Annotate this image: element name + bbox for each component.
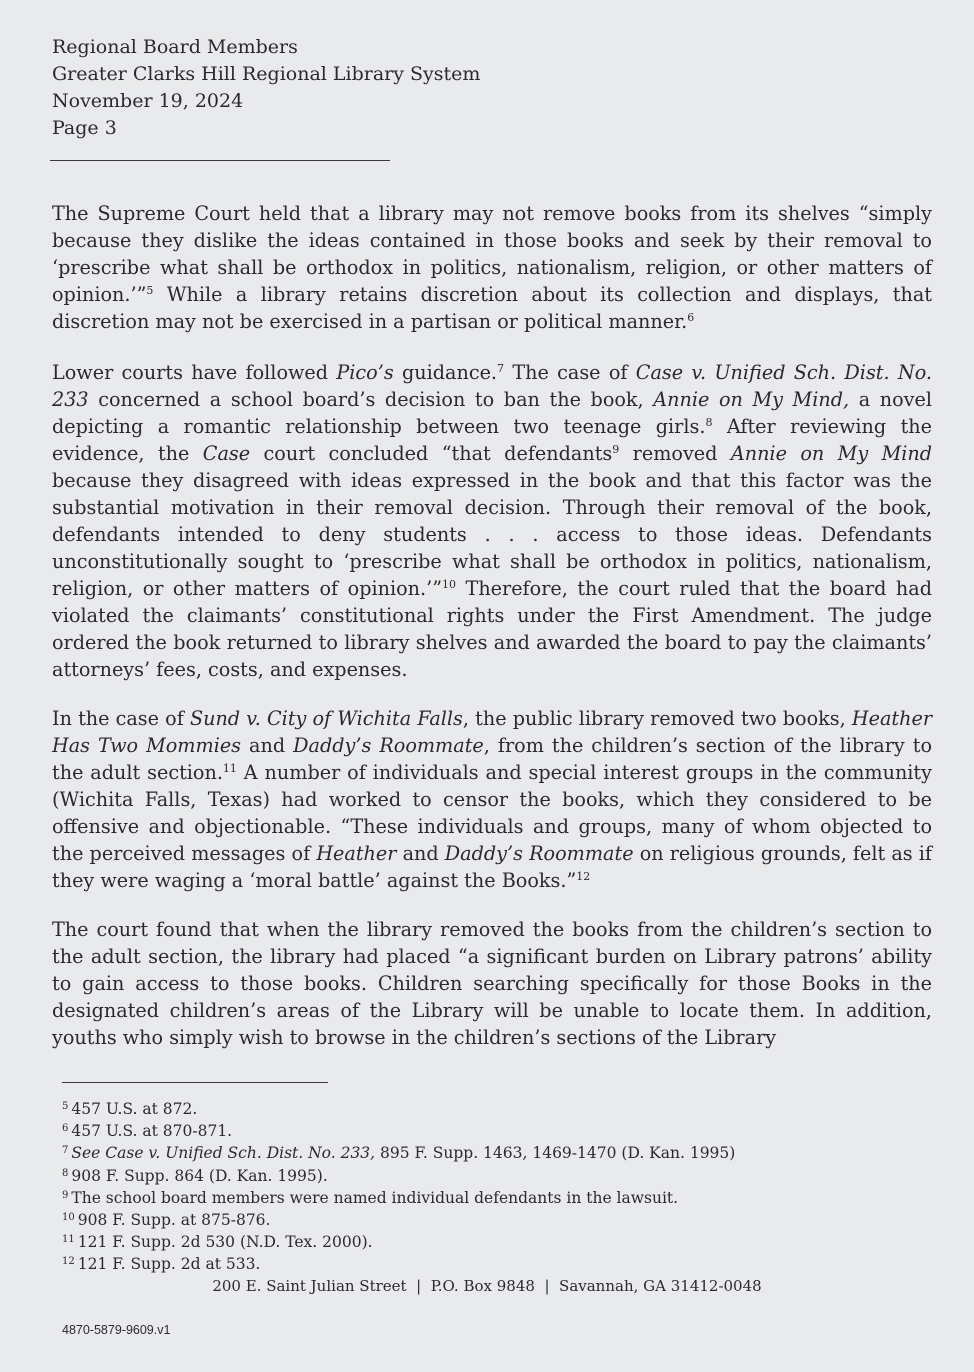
footnote-text: 121 F. Supp. 2d 530 (N.D. Tex. 2000). [77, 1233, 373, 1252]
footnote-ref-8: 8 [705, 416, 713, 429]
footnote-number: 11 [62, 1234, 75, 1246]
footnote-11 [62, 1231, 922, 1253]
text-run: The case of [504, 361, 636, 384]
footnote-ref-10: 10 [442, 578, 457, 591]
book-title: Annie on My Mind, [653, 388, 850, 411]
text-run: on religious grounds, felt as if they were waging a ‘moral battle’ against the Books.” [52, 842, 933, 892]
footnote-text: 121 F. Supp. 2d at 533. [77, 1255, 261, 1274]
page-number-line: Page 3 [52, 117, 117, 139]
letter-body [52, 200, 932, 1073]
book-title: Daddy’s Roommate [444, 842, 634, 865]
case-citation: Pico’s [336, 361, 394, 384]
footnote-8 [62, 1165, 922, 1187]
footnote-number: 5 [62, 1101, 69, 1112]
case-citation: Sund v. City of Wichita Falls [189, 707, 463, 730]
footnote-number: 10 [62, 1212, 75, 1224]
footnote-number: 7 [62, 1145, 69, 1157]
footer-address: 200 E. Saint Julian Street | P.O. Box 9848 | Savannah, GA 31412-0048 [212, 1277, 762, 1295]
case-citation: Case [202, 442, 251, 465]
book-title: Annie on My Mind [730, 442, 932, 465]
footnote-12 [62, 1253, 922, 1275]
text-run: removed [619, 442, 731, 465]
text-run: Therefore, the court ruled that the board had violated the claimants’ constitutional rights under the First Amendment. The judge ordered the book returned to library shelves and awarded the board to pay the claimants’ attorneys’ fees, costs, and expenses. [52, 577, 933, 681]
text-run: The Supreme Court held that a library may not remove books from its shelves “simply because they dislike the ideas contained in those books and seek by their removal to ‘prescribe what shall be orthodox in politics, nationalism, religion, or other matters of opinion.’” [52, 202, 932, 306]
footnote-text: 908 F. Supp. 864 (D. Kan. 1995). [71, 1166, 328, 1185]
footnote-ref-11: 11 [222, 762, 237, 775]
footnote-text: 895 F. Supp. 1463, 1469-1470 (D. Kan. 1995) [375, 1144, 736, 1163]
date-line: November 19, 2024 [52, 90, 244, 112]
book-title: Heather [316, 842, 397, 865]
text-run: In the case of [52, 707, 190, 730]
paragraph-lower-courts [52, 359, 932, 683]
book-title: Heather Has Two Mommies [52, 707, 932, 757]
text-run: guidance. [393, 361, 498, 384]
footnote-number: 8 [62, 1167, 69, 1179]
paragraph-court-found [52, 916, 932, 1051]
organization-line: Greater Clarks Hill Regional Library System [52, 63, 481, 85]
footnote-text: The school board members were named individual defendants in the lawsuit. [71, 1188, 679, 1207]
text-run: and [396, 842, 445, 865]
letter-header [52, 34, 480, 142]
footnote-text: 908 F. Supp. at 875-876. [77, 1211, 271, 1230]
footnote-ref-6: 6 [687, 311, 695, 324]
text-run: A number of individuals and special interest groups in the community (Wichita Falls, Texas) had worked to censor the books, which they considered to be offensive and objectionable. “These individuals and groups, many of whom objected to the perceived messages of [52, 761, 932, 865]
text-run: a novel depicting a romantic relationship between two teenage girls. [52, 388, 932, 438]
footnote-number: 12 [62, 1256, 75, 1268]
footnote-ref-7: 7 [497, 362, 505, 375]
text-run: court concluded “that defendants [250, 442, 613, 465]
footnote-9 [62, 1187, 922, 1209]
case-citation: Case v. Unified Sch. Dist. No. 233 [52, 361, 933, 411]
text-run: concerned a school board’s decision to ban the book, [88, 388, 654, 411]
footnote-10 [62, 1209, 922, 1231]
footnote-5 [62, 1098, 922, 1120]
footnote-7 [62, 1142, 922, 1164]
header-divider [50, 160, 390, 161]
text-run: Lower courts have followed [52, 361, 337, 384]
footnote-text: 457 U.S. at 870-871. [71, 1122, 233, 1141]
footnotes [62, 1098, 922, 1276]
footnote-ref-12: 12 [576, 870, 591, 883]
footnote-6 [62, 1120, 922, 1142]
text-run: and [241, 734, 294, 757]
text-run: , from the children’s section of the library to the adult section. [52, 734, 933, 784]
text-run: because they disagreed with ideas expressed in the book and that this factor was the substantial motivation in their removal decision. Through their removal of the book, defendants intended to deny students . . . access to those ideas. Defendants unconstitutionally sought to ‘prescribe what shall be orthodox in politics, nationalism, religion, or other matters of opinion.’” [52, 469, 932, 600]
text-run: While a library retains discretion about its collection and displays, that discretion may not be exercised in a partisan or political manner. [52, 283, 932, 333]
document-id: 4870-5879-9609.v1 [62, 1323, 171, 1337]
footnote-number: 6 [62, 1123, 69, 1135]
recipient-line: Regional Board Members [52, 36, 298, 58]
footnote-ref-9: 9 [612, 443, 620, 456]
text-run: , the public library removed two books, [462, 707, 852, 730]
text-run: The court found that when the library removed the books from the children’s section to the adult section, the library had placed “a significant burden on Library patrons’ ability to gain access to those books. Children searching specifically for those Books in the designated children’s areas of the Library will be unable to locate them. In addition, youths who simply wish to browse in the children’s sections of the Library [52, 918, 932, 1049]
footnote-number: 9 [62, 1189, 69, 1201]
paragraph-sund-case [52, 705, 932, 894]
footnote-ref-5: 5 [146, 284, 154, 297]
book-title: Daddy’s Roommate [293, 734, 484, 757]
text-run: After reviewing the evidence, the [52, 415, 932, 465]
footnote-divider [62, 1082, 328, 1083]
paragraph-supreme-court [52, 200, 932, 335]
footnote-text: 457 U.S. at 872. [71, 1100, 198, 1118]
footnote-citation: See Case v. Unified Sch. Dist. No. 233, [71, 1144, 376, 1163]
